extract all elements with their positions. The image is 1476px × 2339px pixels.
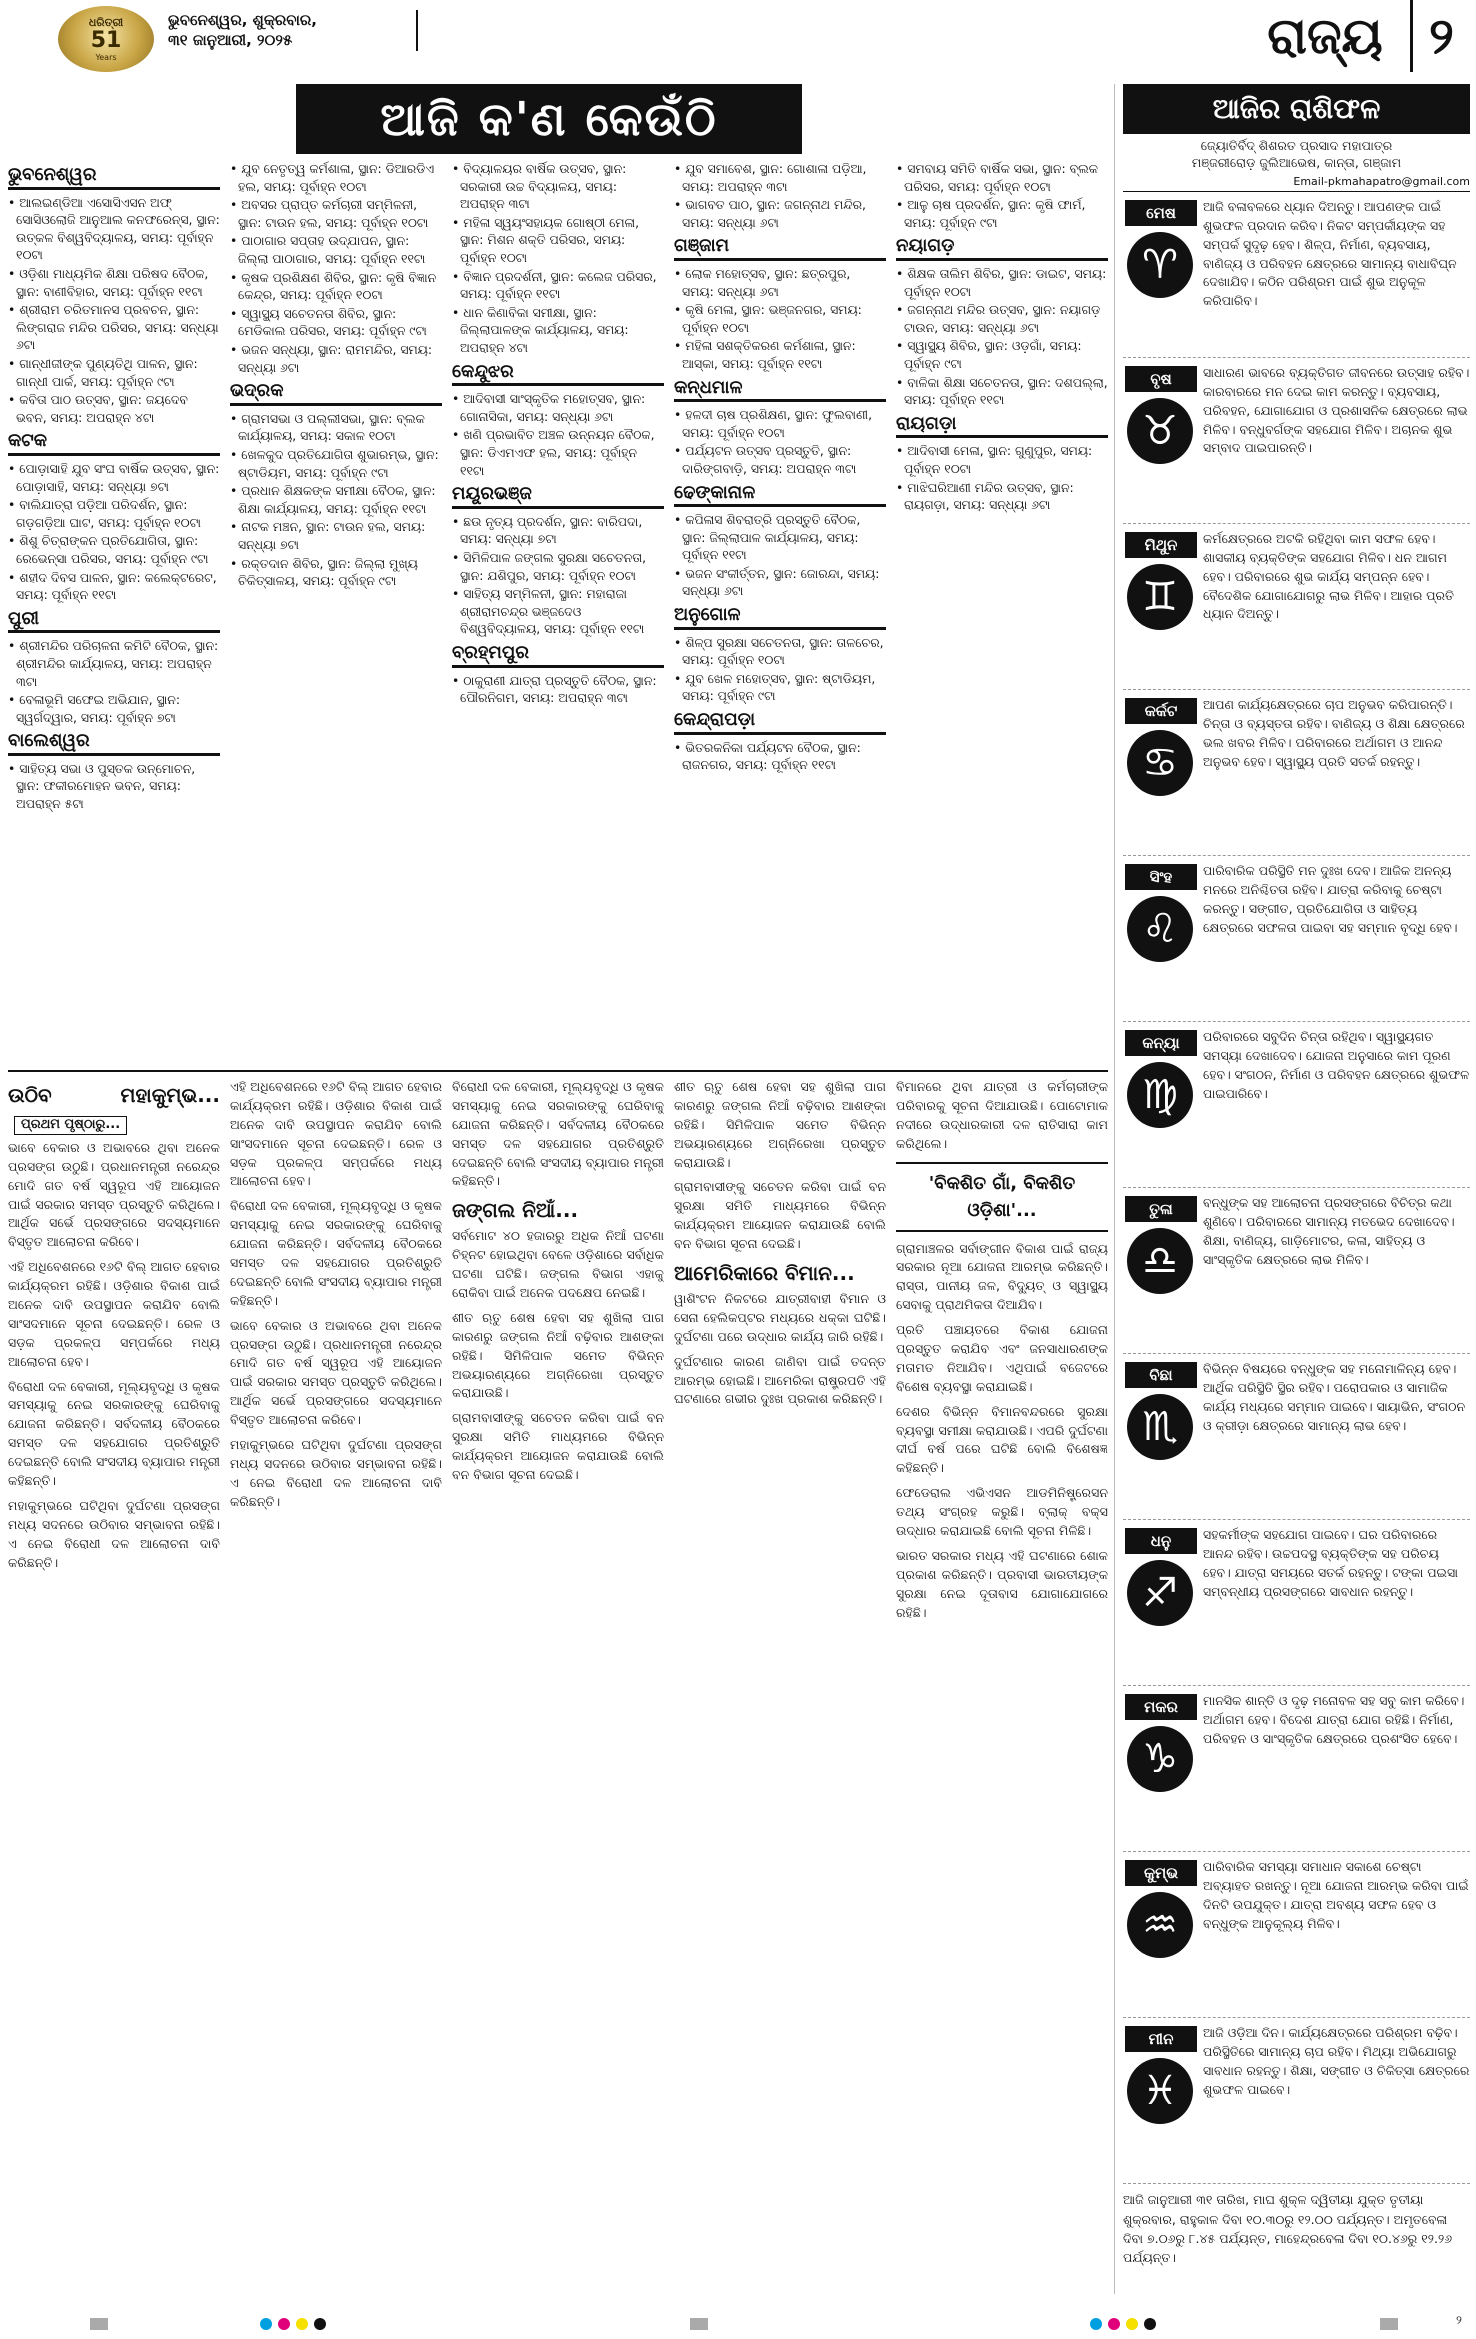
registration-yellow-dot xyxy=(1126,2318,1138,2330)
article-paragraph: ଗ୍ରାମବାସୀଙ୍କୁ ସଚେତନ କରିବା ପାଇଁ ବନ ସୁରକ୍ଷା ସମିତି ମାଧ୍ୟମରେ ବିଭିନ୍ନ କାର୍ଯ୍ୟକ୍ରମ ଆୟୋଜନ କରାଯାଉଛି ବୋଲି ବନ ବିଭାଗ ସୂଚନା ଦେଇଛି। xyxy=(674,1179,886,1252)
district-heading: ଢେଙ୍କାନାଳ xyxy=(674,482,886,508)
zodiac-symbol-icon: ♑ xyxy=(1127,1726,1193,1792)
section-title: ରାଜ୍ୟ xyxy=(1267,7,1383,65)
article-column-1 xyxy=(8,1078,220,2288)
zodiac-prediction-text: ପାରିବାରିକ ସମସ୍ୟା ସମାଧାନ ସକାଶେ ଚେଷ୍ଟା ଅବ୍ୟାହତ ରଖନ୍ତୁ। ନୂଆ ଯୋଜନା ଆରମ୍ଭ କରିବା ପାଇଁ ଦିନଟି ଉପଯୁକ୍ତ। ଯାତ୍ରା ଅବଶ୍ୟ ସଫଳ ହେବ ଓ ବନ୍ଧୁଙ୍କ ଆନୁକୂଲ୍ୟ ମିଳିବ। xyxy=(1203,1859,1469,1931)
emblem-sub: Years xyxy=(95,53,117,63)
district-heading: ମୟୂରଭଞ୍ଜ xyxy=(452,483,664,509)
zodiac-symbol-icon: ♏ xyxy=(1127,1394,1193,1460)
article-mahakumbh-title: ଉଠିବ ମହାକୁମ୍ଭ... xyxy=(8,1083,220,1107)
dateline xyxy=(168,10,418,51)
zodiac-sign-entry xyxy=(1123,690,1470,856)
registration-black-dot xyxy=(314,2318,326,2330)
dateline-place: ଭୁବନେଶ୍ୱର, ଶୁକ୍ରବାର, xyxy=(168,11,317,29)
article-paragraph: ଏହି ଅଧିବେଶନରେ ୧୬ଟି ବିଲ୍ ଆଗତ ହେବାର କାର୍ଯ୍ୟକ୍ରମ ରହିଛି। ଓଡ଼ିଶାର ବିକାଶ ପାଇଁ ଅନେକ ଦାବି ଉପସ୍ଥାପନ କରାଯିବ ବୋଲି ସାଂସଦମାନେ ସୂଚନା ଦେଇଛନ୍ତି। ରେଳ ଓ ସଡ଼କ ପ୍ରକଳ୍ପ ସମ୍ପର୍କରେ ମଧ୍ୟ ଆଲୋଚନା ହେବ। xyxy=(230,1079,442,1189)
article-paragraph: ବିରୋଧୀ ଦଳ ବେକାରୀ, ମୂଲ୍ୟବୃଦ୍ଧି ଓ କୃଷକ ସମସ୍ୟାକୁ ନେଇ ସରକାରଙ୍କୁ ଘେରିବାକୁ ଯୋଜନା କରିଛନ୍ତି। ସର୍ବଦଳୀୟ ବୈଠକରେ ସମସ୍ତ ଦଳ ସହଯୋଗର ପ୍ରତିଶ୍ରୁତି ଦେଇଛନ୍ତି ବୋଲି ସଂସଦୀୟ ବ୍ୟାପାର ମନ୍ତ୍ରୀ କହିଛନ୍ତି। xyxy=(230,1198,442,1308)
event-item: • ଅବସର ପ୍ରାପ୍ତ କର୍ମଚାରୀ ସମ୍ମିଳନୀ, ସ୍ଥାନ: ଟାଉନ ହଲ, ସମୟ: ପୂର୍ବାହ୍ନ ୧୦ଟା xyxy=(230,196,442,231)
zodiac-sign-name: ବିଛା xyxy=(1125,1362,1197,1388)
events-column-4 xyxy=(674,160,886,1060)
zodiac-symbol-icon: ♊ xyxy=(1127,564,1193,630)
article-paragraph: ଗ୍ରାମବାସୀଙ୍କୁ ସଚେତନ କରିବା ପାଇଁ ବନ ସୁରକ୍ଷା ସମିତି ମାଧ୍ୟମରେ ବିଭିନ୍ନ କାର୍ଯ୍ୟକ୍ରମ ଆୟୋଜନ କରାଯାଉଛି ବୋଲି ବନ ବିଭାଗ ସୂଚନା ଦେଇଛି। xyxy=(452,1410,664,1483)
print-registration-bar xyxy=(0,2308,1476,2339)
registration-magenta-dot xyxy=(1108,2318,1120,2330)
zodiac-sign-name: ଧନୁ xyxy=(1125,1528,1197,1554)
registration-square xyxy=(1380,2318,1398,2330)
event-item: • ଧାନ କିଣାବିକା ସମୀକ୍ଷା, ସ୍ଥାନ: ଜିଲ୍ଲାପାଳଙ୍କ କାର୍ଯ୍ୟାଳୟ, ସମୟ: ଅପରାହ୍ନ ୪ଟା xyxy=(452,304,664,357)
zodiac-sign-entry xyxy=(1123,358,1470,524)
zodiac-symbol-icon: ♎ xyxy=(1127,1228,1193,1294)
article-paragraph: ଦେଶର ବିଭିନ୍ନ ବିମାନବନ୍ଦରରେ ସୁରକ୍ଷା ବ୍ୟବସ୍ଥା ସମୀକ୍ଷା କରାଯାଉଛି। ଏପରି ଦୁର୍ଘଟଣା ଦୀର୍ଘ ବର୍ଷ ପରେ ଘଟିଛି ବୋଲି ବିଶେଷଜ୍ଞ କହିଛନ୍ତି। xyxy=(896,1403,1108,1476)
district-heading: ବ୍ରହ୍ମପୁର xyxy=(452,642,664,668)
event-item: • ବେଳାଭୂମି ସଫେଇ ଅଭିଯାନ, ସ୍ଥାନ: ସ୍ୱର୍ଗଦ୍ୱାର, ସମୟ: ପୂର୍ବାହ୍ନ ୭ଟା xyxy=(8,691,220,726)
event-item: • ଆଦିବାସୀ ସାଂସ୍କୃତିକ ମହୋତ୍ସବ, ସ୍ଥାନ: ଗୋନାସିକା, ସମୟ: ସନ୍ଧ୍ୟା ୬ଟା xyxy=(452,390,664,425)
zodiac-sign-name: ମିଥୁନ xyxy=(1125,532,1197,558)
article-paragraph: ଭାବେ ବେକାର ଓ ଅଭାବରେ ଥିବା ଅନେକ ପ୍ରସଙ୍ଗ ଉଠୁଛି। ପ୍ରଧାନମନ୍ତ୍ରୀ ନରେନ୍ଦ୍ର ମୋଦି ଗତ ବର୍ଷ ସ୍ୱରୂପ ଏହି ଆୟୋଜନ ପାଇଁ ସରକାର ସମସ୍ତ ପ୍ରସ୍ତୁତି କରିଥିଲେ। ଆର୍ଥିକ ସର୍ଭେ ପ୍ରସଙ୍ଗରେ ସଦସ୍ୟମାନେ ବିସ୍ତୃତ ଆଲୋଚନା କରିବେ। xyxy=(8,1139,220,1250)
event-item: • ଶିକ୍ଷକ ତାଲିମ ଶିବିର, ସ୍ଥାନ: ଡାଇଟ, ସମୟ: ପୂର୍ବାହ୍ନ ୧୦ଟା xyxy=(896,265,1108,300)
event-item: • ଲୋକ ମହୋତ୍ସବ, ସ୍ଥାନ: ଛତ୍ରପୁର, ସମୟ: ସନ୍ଧ୍ୟା ୬ଟା xyxy=(674,265,886,300)
event-item: • ନାଟକ ମଞ୍ଚନ, ସ୍ଥାନ: ଟାଉନ ହଲ, ସମୟ: ସନ୍ଧ୍ୟା ୭ଟା xyxy=(230,518,442,553)
event-item: • ଗାନ୍ଧୀଜୀଙ୍କ ପୁଣ୍ୟତିଥି ପାଳନ, ସ୍ଥାନ: ଗାନ୍ଧୀ ପାର୍କ, ସମୟ: ପୂର୍ବାହ୍ନ ୯ଟା xyxy=(8,355,220,390)
article-paragraph: ବିରୋଧୀ ଦଳ ବେକାରୀ, ମୂଲ୍ୟବୃଦ୍ଧି ଓ କୃଷକ ସମସ୍ୟାକୁ ନେଇ ସରକାରଙ୍କୁ ଘେରିବାକୁ ଯୋଜନା କରିଛନ୍ତି। ସର୍ବଦଳୀୟ ବୈଠକରେ ସମସ୍ତ ଦଳ ସହଯୋଗର ପ୍ରତିଶ୍ରୁତି ଦେଇଛନ୍ତି ବୋଲି ସଂସଦୀୟ ବ୍ୟାପାର ମନ୍ତ୍ରୀ କହିଛନ୍ତି। xyxy=(8,1378,220,1489)
event-item: • ଜଗନ୍ନାଥ ମନ୍ଦିର ଉତ୍ସବ, ସ୍ଥାନ: ନୟାଗଡ଼ ଟାଉନ, ସମୟ: ସନ୍ଧ୍ୟା ୬ଟା xyxy=(896,301,1108,336)
article-paragraph: ସର୍ବମୋଟ ୪୦ ହଜାରରୁ ଅଧିକ ନିଆଁ ଘଟଣା ଚିହ୍ନଟ ହୋଇଥିବା ବେଳେ ଓଡ଼ିଶାରେ ସର୍ବାଧିକ ଘଟଣା ଘଟିଛି। ଜଙ୍ଗଲ ବିଭାଗ ଏହାକୁ ରୋକିବା ପାଇଁ ଅନେକ ପଦକ୍ଷେପ ନେଇଛି। xyxy=(452,1228,664,1301)
event-item: • ଶ୍ରୀରାମ ଚରିତମାନସ ପ୍ରବଚନ, ସ୍ଥାନ: ଲିଙ୍ଗରାଜ ମନ୍ଦିର ପରିସର, ସମୟ: ସନ୍ଧ୍ୟା ୬ଟା xyxy=(8,301,220,354)
article-paragraph: ମହାକୁମ୍ଭରେ ଘଟିଥିବା ଦୁର୍ଘଟଣା ପ୍ରସଙ୍ଗ ମଧ୍ୟ ସଦନରେ ଉଠିବାର ସମ୍ଭାବନା ରହିଛି। ଏ ନେଇ ବିରୋଧୀ ଦଳ ଆଲୋଚନା ଦାବି କରିଛନ୍ତି। xyxy=(230,1437,442,1509)
zodiac-symbol-icon: ♍ xyxy=(1127,1062,1193,1128)
zodiac-symbol-icon: ♈ xyxy=(1127,232,1193,298)
article-paragraph: ଶୀତ ଋତୁ ଶେଷ ହେବା ସହ ଶୁଖିଲା ପାଗ କାରଣରୁ ଜଙ୍ଗଲ ନିଆଁ ବଢ଼ିବାର ଆଶଙ୍କା ରହିଛି। ସିମିଳିପାଳ ସମେତ ବିଭିନ୍ନ ଅଭୟାରଣ୍ୟରେ ଅଗ୍ନିରେଖା ପ୍ରସ୍ତୁତ କରାଯାଉଛି। xyxy=(452,1309,664,1401)
zodiac-prediction-text: ସାଧାରଣ ଭାବରେ ବ୍ୟକ୍ତିଗତ ଜୀବନରେ ଉତ୍ସାହ ରହିବ। କାରବାରରେ ମନ ଦେଇ କାମ କରନ୍ତୁ। ବ୍ୟବସାୟ, ପରିବହନ, ଯୋଗାଯୋଗ ଓ ପ୍ରଶାସନିକ କ୍ଷେତ୍ରରେ ଲାଭ ମିଳିବ। ବନ୍ଧୁବର୍ଗଙ୍କ ସହଯୋଗ ମିଳିବ। ଅଚାନକ ଶୁଭ ସମ୍ବାଦ ପାଇପାରନ୍ତି। xyxy=(1203,365,1470,456)
event-item: • ଆଳୁ ଚାଷ ପ୍ରଦର୍ଶନ, ସ୍ଥାନ: କୃଷି ଫାର୍ମ, ସମୟ: ପୂର୍ବାହ୍ନ ୯ଟା xyxy=(896,196,1108,231)
article-paragraph: ପ୍ରତି ପଞ୍ଚାୟତରେ ବିକାଶ ଯୋଜନା ପ୍ରସ୍ତୁତ କରାଯିବ ଏବଂ ଜନସାଧାରଣଙ୍କ ମତାମତ ନିଆଯିବ। ଏଥିପାଇଁ ବଜେଟରେ ବିଶେଷ ବ୍ୟବସ୍ଥା କରାଯାଇଛି। xyxy=(896,1322,1108,1394)
district-heading: ନୟାଗଡ଼ xyxy=(896,235,1108,261)
events-listing xyxy=(8,160,1108,1060)
event-item: • ମହିଳା ସଶକ୍ତିକରଣ କର୍ମଶାଳା, ସ୍ଥାନ: ଆସ୍କା, ସମୟ: ପୂର୍ବାହ୍ନ ୧୧ଟା xyxy=(674,337,886,372)
zodiac-sign-name: ତୁଳା xyxy=(1125,1196,1197,1222)
article-forest-fire-title: ଜଙ୍ଗଲ ନିଆଁ... xyxy=(452,1198,579,1223)
event-item: • ମାଝିଘରିଆଣୀ ମନ୍ଦିର ଉତ୍ସବ, ସ୍ଥାନ: ରାୟଗଡ଼ା, ସମୟ: ସନ୍ଧ୍ୟା ୬ଟା xyxy=(896,479,1108,514)
event-item: • ଭଜନ ସଂକୀର୍ତ୍ତନ, ସ୍ଥାନ: ଜୋରନ୍ଦା, ସମୟ: ସନ୍ଧ୍ୟା ୬ଟା xyxy=(674,565,886,600)
registration-cyan-dot xyxy=(260,2318,272,2330)
article-column-3 xyxy=(452,1078,664,2288)
district-heading: ଭୁବନେଶ୍ୱର xyxy=(8,164,220,190)
page-number: ୨ xyxy=(1410,0,1470,72)
article-paragraph: ଭାରତ ସରକାର ମଧ୍ୟ ଏହି ଘଟଣାରେ ଶୋକ ପ୍ରକାଶ କରିଛନ୍ତି। ପ୍ରବାସୀ ଭାରତୀୟଙ୍କ ସୁରକ୍ଷା ନେଇ ଦୂତାବାସ ଯୋଗାଯୋଗରେ ରହିଛି। xyxy=(896,1547,1108,1620)
event-item: • ପର୍ଯ୍ୟଟନ ଉତ୍ସବ ପ୍ରସ୍ତୁତି, ସ୍ଥାନ: ଦାରିଙ୍ଗବାଡ଼ି, ସମୟ: ଅପରାହ୍ନ ୩ଟା xyxy=(674,442,886,477)
event-item: • ବାଳିକା ଶିକ୍ଷା ସଚେତନତା, ସ୍ଥାନ: ଦଶପଲ୍ଲା, ସମୟ: ପୂର୍ବାହ୍ନ ୧୧ଟା xyxy=(896,374,1108,409)
zodiac-prediction-text: ଆପଣ କାର୍ଯ୍ୟକ୍ଷେତ୍ରରେ ଚାପ ଅନୁଭବ କରିପାରନ୍ତି। ଚିନ୍ତା ଓ ବ୍ୟସ୍ତତା ରହିବ। ବାଣିଜ୍ୟ ଓ ଶିକ୍ଷା କ୍ଷେତ୍ରରେ ଭଲ ଖବର ମିଳିବ। ପରିବାରରେ ଅର୍ଥାଗମ ଓ ଆନନ୍ଦ ଅନୁଭବ ହେବ। ସ୍ୱାସ୍ଥ୍ୟ ପ୍ରତି ସତର୍କ ରହନ୍ତୁ। xyxy=(1203,697,1465,769)
event-item: • ସମବାୟ ସମିତି ବାର୍ଷିକ ସଭା, ସ୍ଥାନ: ବ୍ଲକ ପରିସର, ସମୟ: ପୂର୍ବାହ୍ନ ୧୦ଟା xyxy=(896,160,1108,195)
zodiac-prediction-text: ମାନସିକ ଶାନ୍ତି ଓ ଦୃଢ଼ ମନୋବଳ ସହ ସବୁ କାମ କରିବେ। ଅର୍ଥାଗମ ହେବ। ବିଦେଶ ଯାତ୍ରା ଯୋଗ ରହିଛି। ନିର୍ମାଣ, ପରିବହନ ଓ ସାଂସ୍କୃତିକ କ୍ଷେତ୍ରରେ ପ୍ରଶଂସିତ ହେବେ। xyxy=(1203,1693,1465,1746)
article-column-5 xyxy=(896,1078,1108,2288)
event-item: • ଛଉ ନୃତ୍ୟ ପ୍ରଦର୍ଶନ, ସ୍ଥାନ: ବାରିପଦା, ସମୟ: ସନ୍ଧ୍ୟା ୭ଟା xyxy=(452,513,664,548)
event-item: • ଆଦିବାସୀ ମେଳା, ସ୍ଥାନ: ଗୁଣୁପୁର, ସମୟ: ପୂର୍ବାହ୍ନ ୧୦ଟା xyxy=(896,442,1108,477)
zodiac-prediction-text: କର୍ମକ୍ଷେତ୍ରରେ ଅଟକି ରହିଥିବା କାମ ସଫଳ ହେବ। ଶାସକୀୟ ବ୍ୟକ୍ତିଙ୍କ ସହଯୋଗ ମିଳିବ। ଧନ ଆଗମ ହେବ। ପରିବାରରେ ଶୁଭ କାର୍ଯ୍ୟ ସମ୍ପନ୍ନ ହେବ। ବୈଦେଶିକ ଯୋଗାଯୋଗରୁ ଲାଭ ମିଳିବ। ଆହାର ପ୍ରତି ଧ୍ୟାନ ଦିଅନ୍ତୁ। xyxy=(1203,531,1454,622)
event-item: • ଯୁବ ସମାବେଶ, ସ୍ଥାନ: ଗୋଶାଳା ପଡ଼ିଆ, ସମୟ: ଅପରାହ୍ନ ୩ଟା xyxy=(674,160,886,195)
horoscope-title: ଆଜିର ରାଶିଫଳ xyxy=(1123,84,1470,134)
events-column-1 xyxy=(8,160,220,1060)
emblem-brand: ଧରିତ୍ରୀ xyxy=(88,15,124,29)
zodiac-prediction-text: ପରିବାରରେ ସବୁଦିନ ଚିନ୍ତା ରହିଥିବ। ସ୍ୱାସ୍ଥ୍ୟଗତ ସମସ୍ୟା ଦେଖାଦେବ। ଯୋଜନା ଅନୁସାରେ କାମ ପୂରଣ ହେବ। ସଂଗଠନ, ନିର୍ମାଣ ଓ ପରିବହନ କ୍ଷେତ୍ରରେ ଶୁଭଫଳ ପାଇପାରିବେ। xyxy=(1203,1029,1470,1101)
event-item: • ଖେଳକୁଦ ପ୍ରତିଯୋଗିତା ଶୁଭାରମ୍ଭ, ସ୍ଥାନ: ଷ୍ଟାଡିୟମ, ସମୟ: ପୂର୍ବାହ୍ନ ୯ଟା xyxy=(230,446,442,481)
event-item: • ମହିଳା ସ୍ୱୟଂସହାୟକ ଗୋଷ୍ଠୀ ମେଳା, ସ୍ଥାନ: ମିଶନ ଶକ୍ତି ପରିସର, ସମୟ: ପୂର୍ବାହ୍ନ ୧୦ଟା xyxy=(452,214,664,267)
registration-magenta-dot xyxy=(278,2318,290,2330)
article-paragraph: ଶୀତ ଋତୁ ଶେଷ ହେବା ସହ ଶୁଖିଲା ପାଗ କାରଣରୁ ଜଙ୍ଗଲ ନିଆଁ ବଢ଼ିବାର ଆଶଙ୍କା ରହିଛି। ସିମିଳିପାଳ ସମେତ ବିଭିନ୍ନ ଅଭୟାରଣ୍ୟରେ ଅଗ୍ନିରେଖା ପ୍ରସ୍ତୁତ କରାଯାଉଛି। xyxy=(674,1079,886,1170)
district-heading: କନ୍ଧମାଳ xyxy=(674,377,886,403)
zodiac-sign-entry xyxy=(1123,1852,1470,2018)
events-column-3 xyxy=(452,160,664,1060)
zodiac-sign-entry xyxy=(1123,2018,1470,2184)
horoscope-author-block xyxy=(1123,138,1470,172)
event-item: • ପାଠାଗାର ସପ୍ତାହ ଉଦ୍‌ଯାପନ, ସ୍ଥାନ: ଜିଲ୍ଲା ପାଠାଗାର, ସମୟ: ପୂର୍ବାହ୍ନ ୧୧ଟା xyxy=(230,232,442,267)
event-item: • ସାହିତ୍ୟ ସଭା ଓ ପୁସ୍ତକ ଉନ୍ମୋଚନ, ସ୍ଥାନ: ଫକୀରମୋହନ ଭବନ, ସମୟ: ଅପରାହ୍ନ ୫ଟା xyxy=(8,760,220,813)
continued-kicker: ପ୍ରଥମ ପୃଷ୍ଠାରୁ... xyxy=(14,1116,127,1135)
horoscope-column xyxy=(1114,84,1470,2294)
masthead xyxy=(0,0,1476,78)
event-item: • ଭାଗବତ ପାଠ, ସ୍ଥାନ: ଜଗନ୍ନାଥ ମନ୍ଦିର, ସମୟ: ସନ୍ଧ୍ୟା ୬ଟା xyxy=(674,196,886,231)
zodiac-prediction-text: ଆଜି ଓଡ଼ିଆ ଦିନ। କାର୍ଯ୍ୟକ୍ଷେତ୍ରରେ ପରିଶ୍ରମ ବଢ଼ିବ। ପରିସ୍ଥିତିରେ ସାମାନ୍ୟ ଚାପ ରହିବ। ମିଥ୍ୟା ଅଭିଯୋଗରୁ ସାବଧାନ ରହନ୍ତୁ। ଶିକ୍ଷା, ସଙ୍ଗୀତ ଓ ଚିକିତ୍ସା କ୍ଷେତ୍ରରେ ଶୁଭଫଳ ପାଇବେ। xyxy=(1203,2025,1470,2097)
zodiac-prediction-text: ଆଜି ବଳାବଳରେ ଧ୍ୟାନ ଦିଅନ୍ତୁ। ଆପଣଙ୍କ ପାଇଁ ଶୁଭଫଳ ପ୍ରଦାନ କରିବ। ନିକଟ ସମ୍ପର୍କୀୟଙ୍କ ସହ ସମ୍ପର୍କ ସୁଦୃଢ଼ ହେବ। ଶିଳ୍ପ, ନିର୍ମାଣ, ବ୍ୟବସାୟ, ବାଣିଜ୍ୟ ଓ ପରିବହନ କ୍ଷେତ୍ରରେ ସାମାନ୍ୟ ବାଧାବିଘ୍ନ ଦେଖାଯିବ। କଠିନ ପରିଶ୍ରମ ପାଇଁ ଶୁଭ ଅନୁକୂଳ କରିପାରିବ। xyxy=(1203,199,1457,309)
articles-section xyxy=(8,1070,1108,2290)
article-paragraph: ଏହି ଅଧିବେଶନରେ ୧୬ଟି ବିଲ୍ ଆଗତ ହେବାର କାର୍ଯ୍ୟକ୍ରମ ରହିଛି। ଓଡ଼ିଶାର ବିକାଶ ପାଇଁ ଅନେକ ଦାବି ଉପସ୍ଥାପନ କରାଯିବ ବୋଲି ସାଂସଦମାନେ ସୂଚନା ଦେଇଛନ୍ତି। ରେଳ ଓ ସଡ଼କ ପ୍ରକଳ୍ପ ସମ୍ପର୍କରେ ମଧ୍ୟ ଆଲୋଚନା ହେବ। xyxy=(8,1259,220,1369)
event-item: • ଓଡ଼ିଶା ମାଧ୍ୟମିକ ଶିକ୍ଷା ପରିଷଦ ବୈଠକ, ସ୍ଥାନ: ବାଣୀବିହାର, ସମୟ: ପୂର୍ବାହ୍ନ ୧୧ଟା xyxy=(8,265,220,300)
zodiac-prediction-text: ବିଭିନ୍ନ ବିଷୟରେ ବନ୍ଧୁଙ୍କ ସହ ମନୋମାଳିନ୍ୟ ହେବ। ଆର୍ଥିକ ପରିସ୍ଥିତି ସ୍ଥିର ରହିବ। ପରୋପକାର ଓ ସାମାଜିକ କାର୍ଯ୍ୟ ମଧ୍ୟରେ ସମ୍ମାନ ପାଇବେ। ସାୟାଭିନ, ସଂଗଠନ ଓ କ୍ରୀଡ଼ା କ୍ଷେତ୍ରରେ ସାମାନ୍ୟ ଲାଭ ହେବ। xyxy=(1203,1361,1466,1433)
zodiac-sign-name: ସିଂହ xyxy=(1125,864,1197,890)
district-heading: କେନ୍ଦୁଝର xyxy=(452,361,664,387)
horoscope-author-place: ମଞ୍ଜରୀରୋଡ଼ ଜୁଲିଆଭେଷ, କାନ୍ତା, ଗଞ୍ଜାମ xyxy=(1191,154,1402,170)
event-item: • ବିଜ୍ଞାନ ପ୍ରଦର୍ଶନୀ, ସ୍ଥାନ: କଲେଜ ପରିସର, ସମୟ: ପୂର୍ବାହ୍ନ ୧୧ଟା xyxy=(452,268,664,303)
event-item: • ସିମିଳିପାଳ ଜଙ୍ଗଲ ସୁରକ୍ଷା ସଚେତନତା, ସ୍ଥାନ: ଯଶିପୁର, ସମୟ: ପୂର୍ବାହ୍ନ ୧୦ଟା xyxy=(452,549,664,584)
events-column-2 xyxy=(230,160,442,1060)
event-item: • ବିଦ୍ୟାଳୟର ବାର୍ଷିକ ଉତ୍ସବ, ସ୍ଥାନ: ସରକାରୀ ଉଚ୍ଚ ବିଦ୍ୟାଳୟ, ସମୟ: ଅପରାହ୍ନ ୩ଟା xyxy=(452,160,664,213)
zodiac-symbol-icon: ♋ xyxy=(1127,730,1193,796)
district-heading: କଟକ xyxy=(8,430,220,456)
article-column-4 xyxy=(674,1078,886,2288)
zodiac-signs-list xyxy=(1123,192,1470,2184)
event-item: • କୃଷକ ପ୍ରଶିକ୍ଷଣ ଶିବିର, ସ୍ଥାନ: କୃଷି ବିଜ୍ଞାନ କେନ୍ଦ୍ର, ସମୟ: ପୂର୍ବାହ୍ନ ୧୦ଟା xyxy=(230,269,442,304)
zodiac-sign-entry xyxy=(1123,1520,1470,1686)
registration-square xyxy=(90,2318,108,2330)
event-item: • କବିତା ପାଠ ଉତ୍ସବ, ସ୍ଥାନ: ଜୟଦେବ ଭବନ, ସମୟ: ଅପରାହ୍ନ ୪ଟା xyxy=(8,391,220,426)
event-item: • ହଳଦୀ ଚାଷ ପ୍ରଶିକ୍ଷଣ, ସ୍ଥାନ: ଫୁଲବାଣୀ, ସମୟ: ପୂର୍ବାହ୍ନ ୧୦ଟା xyxy=(674,406,886,441)
article-column-2 xyxy=(230,1078,442,2288)
emblem-years: 51 xyxy=(90,28,122,54)
article-paragraph: ଗ୍ରାମାଞ୍ଚଳର ସର୍ବାଙ୍ଗୀନ ବିକାଶ ପାଇଁ ରାଜ୍ୟ ସରକାର ନୂଆ ଯୋଜନା ଆରମ୍ଭ କରିଛନ୍ତି। ରାସ୍ତା, ପାନୀୟ ଜଳ, ବିଦ୍ୟୁତ୍ ଓ ସ୍ୱାସ୍ଥ୍ୟ ସେବାକୁ ପ୍ରାଥମିକତା ଦିଆଯିବ। xyxy=(896,1240,1108,1313)
zodiac-sign-name: କର୍କଟ xyxy=(1125,698,1197,724)
article-mahakumbh-heading xyxy=(8,1082,220,1135)
fold-number: ୨ xyxy=(1456,2313,1462,2327)
event-item: • ବାଲିଯାତ୍ରା ପଡ଼ିଆ ପରିଦର୍ଶନ, ସ୍ଥାନ: ଗଡ଼ଗଡ଼ିଆ ଘାଟ, ସମୟ: ପୂର୍ବାହ୍ନ ୧୦ଟା xyxy=(8,496,220,531)
almanac-note: ଆଜି ଜାନୁଆରୀ ୩୧ ତାରିଖ, ମାଘ ଶୁକ୍ଳ ଦ୍ୱିତୀୟା ଯୁକ୍ତ ତୃତୀୟା ଶୁକ୍ରବାର, ରାହୁକାଳ ଦିବା ୧୦.୩୦ରୁ ୧୨.୦୦ ପର୍ଯ୍ୟନ୍ତ। ଅମୃତବେଳା ଦିବା ୭.୦୬ରୁ ୮.୪୫ ପର୍ଯ୍ୟନ୍ତ, ମାହେନ୍ଦ୍ରବେଳା ଦିବା ୧୦.୪୬ରୁ ୧୨.୨୬ ପର୍ଯ୍ୟନ୍ତ। xyxy=(1123,2192,1453,2266)
zodiac-sign-name: କୁମ୍ଭ xyxy=(1125,1860,1197,1886)
event-item: • ଯୁବ ନେତୃତ୍ୱ କର୍ମଶାଳା, ସ୍ଥାନ: ଡିଆରଡିଏ ହଲ, ସମୟ: ପୂର୍ବାହ୍ନ ୧୦ଟା xyxy=(230,160,442,195)
registration-black-dot xyxy=(1144,2318,1156,2330)
zodiac-sign-entry xyxy=(1123,1686,1470,1852)
event-item: • ଖଣି ପ୍ରଭାବିତ ଅଞ୍ଚଳ ଉନ୍ନୟନ ବୈଠକ, ସ୍ଥାନ: ଡିଏମଏଫ ହଲ, ସମୟ: ପୂର୍ବାହ୍ନ ୧୧ଟା xyxy=(452,426,664,479)
zodiac-prediction-text: ବନ୍ଧୁଙ୍କ ସହ ଆଲୋଚନା ପ୍ରସଙ୍ଗରେ ବିଚିତ୍ର କଥା ଶୁଣିବେ। ପରିବାରରେ ସାମାନ୍ୟ ମତଭେଦ ଦେଖାଦେବ। ଶିକ୍ଷା, ବାଣିଜ୍ୟ, ଗାଡ଼ିମୋଟର, କଳା, ସାହିତ୍ୟ ଓ ସାଂସ୍କୃତିକ କ୍ଷେତ୍ରରେ ଲାଭ ମିଳିବ। xyxy=(1203,1195,1455,1267)
registration-yellow-dot xyxy=(296,2318,308,2330)
zodiac-symbol-icon: ♐ xyxy=(1127,1560,1193,1626)
event-item: • ଶ୍ରୀମନ୍ଦିର ପରିଚାଳନା କମିଟି ବୈଠକ, ସ୍ଥାନ: ଶ୍ରୀମନ୍ଦିର କାର୍ଯ୍ୟାଳୟ, ସମୟ: ଅପରାହ୍ନ ୩ଟା xyxy=(8,637,220,690)
zodiac-sign-entry xyxy=(1123,856,1470,1022)
event-item: • ଶିଳ୍ପ ସୁରକ୍ଷା ସଚେତନତା, ସ୍ଥାନ: ତାଳଚେର, ସମୟ: ପୂର୍ବାହ୍ନ ୧୦ଟା xyxy=(674,634,886,669)
article-paragraph: ଭାବେ ବେକାର ଓ ଅଭାବରେ ଥିବା ଅନେକ ପ୍ରସଙ୍ଗ ଉଠୁଛି। ପ୍ରଧାନମନ୍ତ୍ରୀ ନରେନ୍ଦ୍ର ମୋଦି ଗତ ବର୍ଷ ସ୍ୱରୂପ ଏହି ଆୟୋଜନ ପାଇଁ ସରକାର ସମସ୍ତ ପ୍ରସ୍ତୁତି କରିଥିଲେ। ଆର୍ଥିକ ସର୍ଭେ ପ୍ରସଙ୍ଗରେ ସଦସ୍ୟମାନେ ବିସ୍ତୃତ ଆଲୋଚନା କରିବେ। xyxy=(230,1317,442,1428)
district-heading: ଭଦ୍ରକ xyxy=(230,380,442,406)
dateline-date: ୩୧ ଜାନୁଆରୀ, ୨୦୨୫ xyxy=(168,31,293,50)
event-item: • ରକ୍ତଦାନ ଶିବିର, ସ୍ଥାନ: ଜିଲ୍ଲା ମୁଖ୍ୟ ଚିକିତ୍ସାଳୟ, ସମୟ: ପୂର୍ବାହ୍ନ ୯ଟା xyxy=(230,555,442,590)
event-item: • ଶହୀଦ ଦିବସ ପାଳନ, ସ୍ଥାନ: କଲେକ୍ଟରେଟ, ସମୟ: ପୂର୍ବାହ୍ନ ୧୧ଟା xyxy=(8,569,220,604)
event-item: • ପୋଡ଼ାସାହି ଯୁବ ସଂଘ ବାର୍ଷିକ ଉତ୍ସବ, ସ୍ଥାନ: ପୋଡ଼ାସାହି, ସମୟ: ସନ୍ଧ୍ୟା ୭ଟା xyxy=(8,460,220,495)
article-paragraph: ଦୁର୍ଘଟଣାର କାରଣ ଜାଣିବା ପାଇଁ ତଦନ୍ତ ଆରମ୍ଭ ହୋଇଛି। ଆମେରିକା ରାଷ୍ଟ୍ରପତି ଏହି ଘଟଣାରେ ଗଭୀର ଦୁଃଖ ପ୍ରକାଶ କରିଛନ୍ତି। xyxy=(674,1353,886,1407)
zodiac-symbol-icon: ♌ xyxy=(1127,896,1193,962)
district-heading: ଅନୁଗୋଳ xyxy=(674,604,886,630)
event-item: • ଯୁବ ଖେଳ ମହୋତ୍ସବ, ସ୍ଥାନ: ଷ୍ଟାଡିୟମ, ସମୟ: ପୂର୍ବାହ୍ନ ୯ଟା xyxy=(674,670,886,705)
registration-cyan-dot xyxy=(1090,2318,1102,2330)
event-item: • କୃଷି ମେଳା, ସ୍ଥାନ: ଭଞ୍ଜନଗର, ସମୟ: ପୂର୍ବାହ୍ନ ୧୦ଟା xyxy=(674,301,886,336)
event-item: • ସାହିତ୍ୟ ସମ୍ମିଳନୀ, ସ୍ଥାନ: ମହାରାଜା ଶ୍ରୀରାମଚନ୍ଦ୍ର ଭଞ୍ଜଦେଓ ବିଶ୍ୱବିଦ୍ୟାଳୟ, ସମୟ: ପୂର୍ବାହ୍ନ ୧୧ଟା xyxy=(452,585,664,638)
zodiac-sign-entry xyxy=(1123,1022,1470,1188)
zodiac-symbol-icon: ♓ xyxy=(1127,2058,1193,2124)
zodiac-sign-entry xyxy=(1123,192,1470,358)
article-paragraph: ବିମାନରେ ଥିବା ଯାତ୍ରୀ ଓ କର୍ମଚାରୀଙ୍କ ପରିବାରକୁ ସୂଚନା ଦିଆଯାଉଛି। ପୋଟୋମାକ ନଦୀରେ ଉଦ୍ଧାରକାରୀ ଦଳ ରାତିସାରା କାମ କରିଥିଲେ। xyxy=(896,1079,1108,1151)
article-paragraph: ମହାକୁମ୍ଭରେ ଘଟିଥିବା ଦୁର୍ଘଟଣା ପ୍ରସଙ୍ଗ ମଧ୍ୟ ସଦନରେ ଉଠିବାର ସମ୍ଭାବନା ରହିଛି। ଏ ନେଇ ବିରୋଧୀ ଦଳ ଆଲୋଚନା ଦାବି କରିଛନ୍ତି। xyxy=(8,1497,220,1570)
events-heading: ଆଜି କ'ଣ କେଉଁଠି xyxy=(296,84,802,154)
event-item: • ଗ୍ରାମସଭା ଓ ପଲ୍ଲୀସଭା, ସ୍ଥାନ: ବ୍ଲକ କାର୍ଯ୍ୟାଳୟ, ସମୟ: ସକାଳ ୧୦ଟା xyxy=(230,410,442,445)
article-paragraph: ୱାଶିଂଟନ ନିକଟରେ ଯାତ୍ରୀବାହୀ ବିମାନ ଓ ସେନା ହେଲିକପ୍ଟର ମଧ୍ୟରେ ଧକ୍କା ଘଟିଛି। ଦୁର୍ଘଟଣା ପରେ ଉଦ୍ଧାର କାର୍ଯ୍ୟ ଜାରି ରହିଛି। xyxy=(674,1291,886,1344)
district-heading: ଗଞ୍ଜାମ xyxy=(674,235,886,261)
event-item: • କପିଳାସ ଶିବରାତ୍ରି ପ୍ରସ୍ତୁତି ବୈଠକ, ସ୍ଥାନ: ଜିଲ୍ଲାପାଳ କାର୍ଯ୍ୟାଳୟ, ସମୟ: ପୂର୍ବାହ୍ନ ୧୧ଟା xyxy=(674,511,886,564)
event-item: • ଆଲଇଣ୍ଡିଆ ଏସୋସିଏସନ ଅଫ୍ ସୋସିଓଲୋଜି ଆନୁଆଲ କନଫରେନ୍ସ, ସ୍ଥାନ: ଉତ୍କଳ ବିଶ୍ୱବିଦ୍ୟାଳୟ, ସମୟ: ପୂର୍ବାହ୍ନ ୧୦ଟା xyxy=(8,194,220,264)
zodiac-sign-name: ମୀନ xyxy=(1125,2026,1197,2052)
event-item: • ସ୍ୱାସ୍ଥ୍ୟ ଶିବିର, ସ୍ଥାନ: ଓଡ଼ଗାଁ, ସମୟ: ପୂର୍ବାହ୍ନ ୯ଟା xyxy=(896,337,1108,372)
zodiac-sign-name: ବୃଷ xyxy=(1125,366,1197,392)
zodiac-symbol-icon: ♉ xyxy=(1127,398,1193,464)
article-flight-title: ଆମେରିକାରେ ବିମାନ... xyxy=(674,1261,855,1286)
event-item: • ଭଜନ ସନ୍ଧ୍ୟା, ସ୍ଥାନ: ରାମମନ୍ଦିର, ସମୟ: ସନ୍ଧ୍ୟା ୬ଟା xyxy=(230,341,442,376)
event-item: • ସ୍ୱାସ୍ଥ୍ୟ ସଚେତନତା ଶିବିର, ସ୍ଥାନ: ମେଡିକାଲ ପରିସର, ସମୟ: ପୂର୍ବାହ୍ନ ୯ଟା xyxy=(230,305,442,340)
district-heading: କେନ୍ଦ୍ରାପଡ଼ା xyxy=(674,709,886,735)
zodiac-sign-entry xyxy=(1123,1188,1470,1354)
horoscope-email: Email-pkmahapatro@gmail.com xyxy=(1123,174,1470,193)
zodiac-sign-name: ମକର xyxy=(1125,1694,1197,1720)
horoscope-author: ଜ୍ୟୋତିର୍ବିଦ୍ ଶିଶରତ ପ୍ରସାଦ ମହାପାତ୍ର xyxy=(1200,138,1393,153)
district-heading: ବାଲେଶ୍ୱର xyxy=(8,730,220,756)
zodiac-prediction-text: ପାରିବାରିକ ପରିସ୍ଥିତି ମନ ଦୁଃଖ ଦେବ। ଆଜିକ ଅନନ୍ୟ ମନରେ ଅନିଶ୍ଚିତତା ରହିବ। ଯାତ୍ରା କରିବାକୁ ଚେଷ୍ଟା କରନ୍ତୁ। ସଙ୍ଗୀତ, ପ୍ରତିଯୋଗିତା ଓ ସାହିତ୍ୟ କ୍ଷେତ୍ରରେ ସଫଳତା ପାଇବା ସହ ସମ୍ମାନ ବୃଦ୍ଧି ହେବ। xyxy=(1203,863,1458,935)
anniversary-emblem xyxy=(58,6,154,72)
district-heading: ପୁରୀ xyxy=(8,608,220,634)
event-item: • ଶିଶୁ ଚିତ୍ରାଙ୍କନ ପ୍ରତିଯୋଗିତା, ସ୍ଥାନ: ରେଭେନ୍ସା ପରିସର, ସମୟ: ପୂର୍ବାହ୍ନ ୯ଟା xyxy=(8,532,220,567)
zodiac-sign-entry xyxy=(1123,1354,1470,1520)
event-item: • ଭିତରକନିକା ପର୍ଯ୍ୟଟନ ବୈଠକ, ସ୍ଥାନ: ରାଜନଗର, ସମୟ: ପୂର୍ବାହ୍ନ ୧୧ଟା xyxy=(674,739,886,774)
district-heading: ରାୟଗଡ଼ା xyxy=(896,413,1108,439)
event-item: • ପ୍ରଧାନ ଶିକ୍ଷକଙ୍କ ସମୀକ୍ଷା ବୈଠକ, ସ୍ଥାନ: ଶିକ୍ଷା କାର୍ଯ୍ୟାଳୟ, ସମୟ: ପୂର୍ବାହ୍ନ ୧୧ଟା xyxy=(230,482,442,517)
article-paragraph: ବିରୋଧୀ ଦଳ ବେକାରୀ, ମୂଲ୍ୟବୃଦ୍ଧି ଓ କୃଷକ ସମସ୍ୟାକୁ ନେଇ ସରକାରଙ୍କୁ ଘେରିବାକୁ ଯୋଜନା କରିଛନ୍ତି। ସର୍ବଦଳୀୟ ବୈଠକରେ ସମସ୍ତ ଦଳ ସହଯୋଗର ପ୍ରତିଶ୍ରୁତି ଦେଇଛନ୍ତି ବୋଲି ସଂସଦୀୟ ବ୍ୟାପାର ମନ୍ତ୍ରୀ କହିଛନ୍ତି। xyxy=(452,1079,664,1189)
events-column-5 xyxy=(896,160,1108,1060)
zodiac-symbol-icon: ♒ xyxy=(1127,1892,1193,1958)
zodiac-sign-name: କନ୍ୟା xyxy=(1125,1030,1197,1056)
registration-square xyxy=(690,2318,708,2330)
zodiac-sign-name: ମେଷ xyxy=(1125,200,1197,226)
article-vikashita-quote: 'ବିକଶିତ ଗାଁ, ବିକଶିତ ଓଡ଼ିଶା'... xyxy=(896,1162,1108,1232)
article-paragraph: ଫେଡେରାଲ ଏଭିଏସନ ଆଡମିନିଷ୍ଟ୍ରେସନ ତଥ୍ୟ ସଂଗ୍ରହ କରୁଛି। ବ୍ଲାକ୍ ବକ୍ସ ଉଦ୍ଧାର କରାଯାଇଛି ବୋଲି ସୂଚନା ମିଳିଛି। xyxy=(896,1485,1108,1539)
event-item: • ଠାକୁରାଣୀ ଯାତ୍ରା ପ୍ରସ୍ତୁତି ବୈଠକ, ସ୍ଥାନ: ପୌରନିଗମ, ସମୟ: ଅପରାହ୍ନ ୩ଟା xyxy=(452,672,664,707)
zodiac-prediction-text: ସହକର୍ମୀଙ୍କ ସହଯୋଗ ପାଇବେ। ଘର ପରିବାରରେ ଆନନ୍ଦ ରହିବ। ଉଚ୍ଚପଦସ୍ଥ ବ୍ୟକ୍ତିଙ୍କ ସହ ପରିଚୟ ହେବ। ଯାତ୍ରା ସମୟରେ ସତର୍କ ରହନ୍ତୁ। ଟଙ୍କା ପଇସା ସମ୍ବନ୍ଧୀୟ ପ୍ରସଙ୍ଗରେ ସାବଧାନ ରହନ୍ତୁ। xyxy=(1203,1527,1458,1599)
zodiac-sign-entry xyxy=(1123,524,1470,690)
